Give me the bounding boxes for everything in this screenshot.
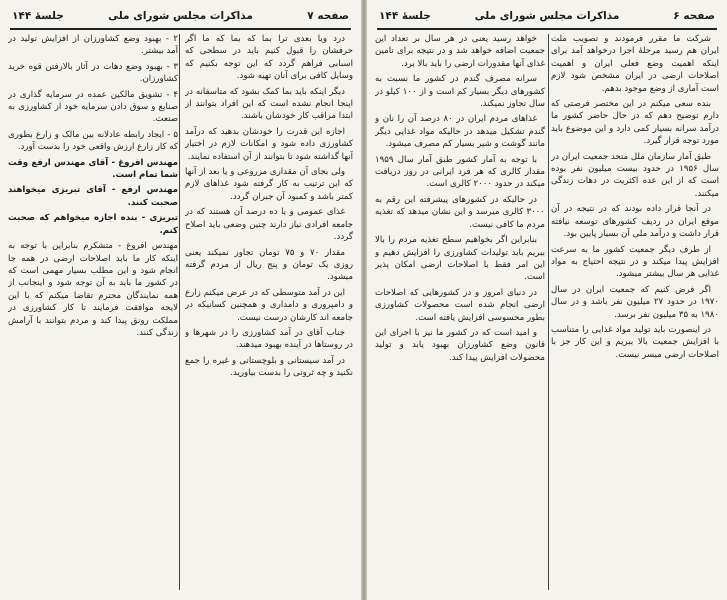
text-column-right (185, 33, 353, 593)
session-number: جلسهٔ ۱۴۴ (379, 10, 431, 22)
list-item: ۳ - بهبود وضع دهات در آثار بالارفتن قوه خرید کشاورزان. (8, 61, 178, 85)
speaker-line: مهندس افروغ - آقای مهندس ارفع وقت شما تمام است. (8, 157, 178, 181)
paragraph: درد ویا بعدی ترا بما که بما که ما اگر حرفشان را قبول کنیم باید در سطحی که اسبابی فراهم گردد که این توجه بکنیم که وسایل کافی برای آنان تهیه شود. (185, 34, 353, 82)
paragraph: خواهد رسید یعنی در هر سال بر تعداد این جمعیت اضافه خواهد شد و در نتیجه برای تامین غذای آنها مقدورات ارضی را باید بالا برد. (375, 34, 545, 69)
list-item: ۴ - تشویق مالکین عمده در سرمایه گذاری در صنایع و سوق دادن سرمایه خود از کشاورزی به صنعت. (8, 89, 178, 125)
paragraph: مقدار ۷۰ و ۷۵ تومان تجاوز نمیکند یعنی روزی یک تومان و پنج ریال از مردم گرفته میشود. (185, 247, 353, 283)
paragraph: غذاهای مردم ایران در ۸۰ درصد آن را نان و گندم تشکیل میدهد در حالیکه مواد غذایی دیگر مانند گوشت و شیر بسیار کم مصرف میشود. (375, 114, 545, 150)
page-header (10, 6, 351, 30)
speaker-line: تبریزی - بنده اجازه میخواهم که صحبت کنم. (8, 213, 178, 236)
paragraph: جناب آقای در آمد کشاورزی را در شهرها و در روستاها در آینده بهبود میدهند. (185, 327, 353, 351)
paragraph: دیگر اینکه باید بما کمک بشود که متاسفانه در اینجا انجام نشده است که این افراد بتوانند از ابتدا مراقب کار خودشان باشند. (185, 86, 353, 122)
paragraph: در آمد سیستانی و بلوچستانی و غیره را جمع نکنید و چه ثروتی را بدست بیاورید. (185, 355, 353, 379)
paragraph: با توجه به آمار کشور طبق آمار سال ۱۹۵۹ مقدار کالری که هر فرد ایرانی در روز دریافت میکند در حدود ۲۰۰۰ کالری است. (375, 154, 545, 190)
paragraph: شرکت ما مقرر فرمودند و تصویب ملت ایران هم رسید مرحلهٔ اجرا درخواهد آمد برای اینکه اهمیت وضع فعلی ایران و اهمیت اصلاحات ارضی در ایران مشخص شود لازم است آماری از وضع موجود بدهم. (551, 34, 719, 94)
paragraph: در دنیای امروز و در کشورهایی که اصلاحات ارضی انجام شده است محصولات کشاورزی بطور محسوسی افزایش یافته است. (375, 287, 545, 323)
paragraph: سرانه مصرف گندم در کشور ما نسبت به کشورهای دیگر بسیار کم است و از ۱۰۰ کیلو در سال تجاوز نمیکند. (375, 74, 545, 110)
list-item: ۲ - بهبود وضع کشاورزان از افزایش تولید در آمد بیشتر. (8, 34, 178, 57)
running-title: مذاکرات مجلس شورای ملی (474, 10, 620, 22)
paragraph: ولی بجای آن مقداری مزروعی و یا بعد از آنها که این ترتیب به کار گرفته شود غذاهای لازم کمتر باشد و کمبود آن جبران گردد. (185, 167, 353, 202)
paragraph: در اینصورت باید تولید مواد غذایی را متناسب با افزایش جمعیت بالا ببریم و این کار جز با اصلاحات ارضی میسر نیست. (551, 324, 719, 360)
paragraph: در آنجا قرار داده بودند که در نتیجه در آن موقع ایران در ردیف کشورهای توسعه نیافته قرار داشت و درآمد ملی آن بسیار پایین بود. (551, 204, 719, 240)
paragraph: در حالیکه در کشورهای پیشرفته این رقم به ۳۰۰۰ کالری میرسد و این نشان میدهد که تغذیه مردم ما کافی نیست. (375, 194, 545, 230)
page-header (377, 6, 717, 30)
page-number: صفحه ۶ (673, 10, 715, 22)
page-number: صفحه ۷ (307, 10, 349, 22)
paragraph: طبق آمار سازمان ملل متحد جمعیت ایران در سال ۱۹۵۶ در حدود بیست میلیون نفر بوده است که از این عده اکثریت در دهات زندگی میکنند. (551, 151, 719, 199)
speech-paragraph: مهندس افروغ - متشکرم بنابراین با توجه به اینکه کار ما باید اصلاحات ارضی در همه جا انجام شود و این مطلب بسیار مهمی است که در کشور ما باید به آن توجه شود و اینجانب از همه نمایندگان محترم تقاضا میکنم که با این لایحه موافقت فرمایند تا کار کشاورزی در مملکت رونق پیدا کند و مردم بتوانند با آرامش زندگی کنند. (8, 241, 178, 338)
list-item: ۵ - ایجاد رابطه عادلانه بین مالک و زارع بطوری که کار زارع ارزش واقعی خود را بدست آورد. (8, 129, 178, 153)
speaker-line: مهندس ارفع - آقای تبریزی میخواهند صحبت کنند. (8, 185, 178, 208)
text-column-left (8, 33, 178, 593)
page-6 (367, 0, 727, 600)
text-column-right (551, 33, 719, 593)
column-rule (179, 34, 180, 590)
paragraph: از طرف دیگر جمعیت کشور ما به سرعت افزایش پیدا میکند و در نتیجه احتیاج به مواد غذایی هر سال بیشتر میشود. (551, 244, 719, 280)
column-rule (548, 34, 549, 590)
page-7 (0, 0, 361, 600)
running-title: مذاکرات مجلس شورای ملی (108, 10, 253, 22)
paragraph: و امید است که در کشور ما نیز با اجرای این قانون وضع کشاورزان بهبود یابد و تولید محصولات افزایش پیدا کند. (375, 327, 545, 363)
paragraph: اجازه این قدرت را خودشان بدهید که درآمد کشاورزی داده شود و امکانات لازم در اختیار آنها گذاشته شود تا بتوانند از آن استفاده نمایند. (185, 126, 353, 162)
paragraph: بنابراین اگر بخواهیم سطح تغذیه مردم را بالا ببریم باید تولیدات کشاورزی را افزایش دهیم و این امر فقط با اصلاحات ارضی امکان پذیر است. (375, 235, 545, 283)
text-column-left (375, 33, 545, 593)
paragraph: بنده سعی میکنم در این مختصر فرصتی که دارم توضیح دهم که در حال حاضر کشور ما درآمد سرانه بسیار کمی دارد و این موضوع باید مورد توجه قرار گیرد. (551, 99, 719, 147)
session-number: جلسهٔ ۱۴۴ (12, 10, 64, 22)
paragraph: این در آمد متوسطی که در عرض میکنم زارع و دامپروری و دامداری و همچنین کسانیکه در جامعه اند کارشان درست نیست. (185, 287, 353, 323)
numbered-list (8, 33, 178, 154)
paragraph: غذای عمومی و یا ده درصد آن هستند که در جامعه افرادی نیاز دارند چنین وضعی باید اصلاح گردد. (185, 207, 353, 243)
paragraph: اگر فرض کنیم که جمعیت ایران در سال ۱۹۷۰ در حدود ۲۷ میلیون نفر باشد و در سال ۱۹۸۰ به ۳۵ میلیون نفر برسد. (551, 284, 719, 320)
